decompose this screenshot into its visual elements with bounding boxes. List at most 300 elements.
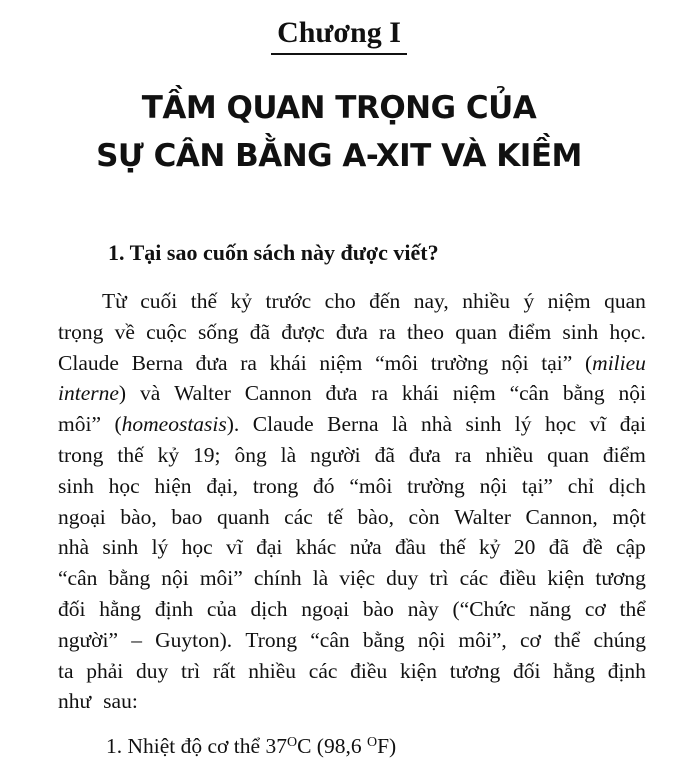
paragraph-word (513, 656, 540, 687)
word-text: đại, (206, 473, 239, 498)
paragraph-word (58, 378, 126, 409)
word-text: khái (401, 381, 439, 406)
paragraph-word (485, 440, 533, 471)
word-text: phải (86, 658, 124, 683)
word-text: Berna (131, 350, 183, 375)
paragraph-word (281, 317, 324, 348)
paragraph-word (554, 625, 580, 656)
word-text: nửa (349, 535, 382, 560)
word-text: nội (479, 473, 508, 498)
word-text: về (114, 319, 135, 344)
word-text: duy (386, 566, 419, 591)
paragraph-word (198, 317, 239, 348)
paragraph-word (526, 502, 598, 533)
body-paragraph (58, 286, 646, 717)
word-text: ( (114, 412, 122, 437)
paragraph-word (325, 286, 356, 317)
paragraph-word (191, 286, 217, 317)
word-text: là (312, 566, 329, 591)
paragraph-word (375, 348, 418, 379)
word-text: thế (439, 535, 466, 560)
word-text: “cân (310, 627, 350, 652)
paragraph-word (248, 656, 296, 687)
italic-term: homeostasis (121, 412, 227, 437)
word-text: trước (265, 289, 312, 313)
paragraph-line (58, 440, 646, 471)
word-text: nhiều (462, 289, 510, 313)
paragraph-word (234, 440, 266, 471)
paragraph-word (109, 471, 140, 502)
paragraph-word (58, 409, 101, 440)
paragraph-word (349, 471, 392, 502)
word-text: vĩ (226, 535, 243, 560)
word-text: ra (379, 319, 396, 344)
paragraph-word (395, 532, 426, 563)
paragraph-word (58, 625, 118, 656)
paragraph-word (465, 409, 501, 440)
paragraph-word (522, 471, 553, 502)
paragraph-word (336, 317, 368, 348)
word-text: quan (547, 442, 589, 467)
word-text: 19; (193, 442, 221, 467)
paragraph-word (117, 440, 143, 471)
paragraph-word (245, 625, 297, 656)
word-text: 20 (513, 535, 536, 560)
word-text: Guyton). (155, 627, 233, 652)
paragraph-word (392, 409, 408, 440)
paragraph-word (499, 563, 536, 594)
paragraph-word (58, 656, 74, 687)
word-text: thế (117, 442, 144, 467)
word-text: cơ (584, 596, 606, 621)
paragraph-word (593, 625, 646, 656)
word-text: lý (514, 412, 532, 437)
word-text: tại” (541, 350, 573, 375)
paragraph-word (327, 502, 343, 533)
word-text: ra (371, 381, 388, 406)
paragraph-word (480, 471, 507, 502)
paragraph-word (58, 563, 97, 594)
word-text: thể (619, 596, 646, 621)
word-text: đại (619, 412, 646, 437)
paragraph-word (319, 348, 362, 379)
word-text: Từ (102, 289, 127, 313)
paragraph-word (450, 656, 501, 687)
paragraph-word (102, 532, 138, 563)
word-text: nhà (58, 535, 90, 560)
word-text: đối (512, 658, 541, 683)
paragraph-word (386, 563, 418, 594)
paragraph-word (529, 594, 571, 625)
word-text: bào, (120, 504, 157, 529)
word-text: hằng (553, 658, 595, 683)
word-text: trường (430, 350, 489, 375)
word-text: tương (595, 566, 646, 591)
paragraph-word (58, 532, 89, 563)
word-text: tương (449, 658, 501, 683)
paragraph-word (120, 502, 156, 533)
paragraph-word (358, 502, 394, 533)
italic-term: milieu (592, 350, 646, 375)
paragraph-line (58, 348, 646, 379)
paragraph-word (350, 532, 382, 563)
word-text: điều (350, 658, 388, 683)
word-text: việc (339, 566, 376, 591)
paragraph-word (520, 625, 541, 656)
paragraph-word (510, 378, 549, 409)
word-text: sinh (102, 535, 139, 560)
word-text: nội (501, 350, 529, 375)
word-text: tế (327, 504, 343, 529)
paragraph-word (226, 532, 243, 563)
paragraph-word (371, 378, 388, 409)
word-text: một (612, 504, 646, 529)
degree-symbol: O (366, 735, 378, 750)
word-text: thế (190, 289, 218, 313)
paragraph-word (501, 348, 528, 379)
paragraph-word (409, 440, 441, 471)
paragraph-word (548, 286, 591, 317)
word-text: “cân (58, 566, 98, 591)
word-text: thể (554, 627, 581, 652)
word-text: dịch (608, 473, 646, 498)
word-text: Berna (327, 412, 379, 437)
word-text: vĩ (589, 412, 607, 437)
word-text: này (407, 596, 439, 621)
word-text: niệm (319, 350, 363, 375)
paragraph-word (140, 286, 177, 317)
paragraph-word (363, 625, 405, 656)
word-text: bằng (362, 627, 405, 652)
word-text: cập (615, 535, 646, 560)
word-text: nhà (420, 412, 453, 437)
paragraph-word (155, 594, 193, 625)
word-text: trì (181, 658, 201, 683)
word-text: đưa (335, 319, 368, 344)
paragraph-word (284, 502, 313, 533)
word-text: của (206, 596, 237, 621)
paragraph-word (181, 656, 200, 687)
paragraph-word (609, 471, 646, 502)
paragraph-word (207, 594, 237, 625)
paragraph-word (171, 502, 202, 533)
paragraph-word (455, 317, 497, 348)
word-text: định (154, 596, 194, 621)
paragraph-line (58, 594, 646, 625)
paragraph-word (313, 471, 335, 502)
word-text: đã (548, 535, 569, 560)
paragraph-word (515, 409, 532, 440)
paragraph-word (131, 625, 142, 656)
paragraph-word (553, 656, 595, 687)
word-text: điều (499, 566, 537, 591)
paragraph-word (200, 563, 243, 594)
paragraph-word (250, 594, 287, 625)
word-text: bằng (108, 566, 151, 591)
paragraph-word (99, 594, 141, 625)
paragraph-word (206, 471, 238, 502)
paragraph-word (429, 563, 448, 594)
paragraph-word (595, 563, 646, 594)
paragraph-word (414, 286, 449, 317)
word-text: Walter (174, 381, 231, 406)
paragraph-word (182, 532, 213, 563)
word-text: ra (454, 442, 472, 467)
paragraph-word (568, 471, 594, 502)
word-text: ngoại (58, 504, 106, 529)
paragraph-word (453, 594, 516, 625)
paragraph-line (58, 286, 646, 317)
word-text: ) (118, 381, 127, 406)
paragraph-word (523, 286, 534, 317)
paragraph-word (379, 317, 396, 348)
word-text: kỷ (157, 442, 180, 467)
paragraph-word (217, 502, 270, 533)
word-text: cho (324, 289, 356, 313)
word-text: quan (455, 319, 497, 344)
word-text: sống (197, 319, 239, 344)
paragraph-word (620, 409, 646, 440)
word-text: ( (585, 350, 593, 375)
paragraph-line (58, 317, 646, 348)
word-text: Cannon, (525, 504, 598, 529)
paragraph-word (608, 656, 646, 687)
paragraph-word (158, 440, 180, 471)
paragraph-word (455, 440, 472, 471)
word-text: trong (58, 442, 104, 467)
paragraph-line (58, 532, 646, 563)
paragraph-word (250, 317, 270, 348)
word-text: điểm (508, 319, 552, 344)
paragraph-word (196, 348, 228, 379)
word-text: chỉ (567, 473, 595, 498)
paragraph-word (146, 317, 187, 348)
word-text: nay, (413, 289, 449, 313)
paragraph-word (400, 656, 437, 687)
paragraph-word (479, 532, 501, 563)
word-text: các (459, 566, 489, 591)
paragraph-word (620, 594, 646, 625)
paragraph-word (547, 440, 589, 471)
paragraph-word (604, 286, 646, 317)
paragraph-word (590, 409, 607, 440)
word-text: Trong (245, 627, 298, 652)
word-text: “môi (349, 473, 393, 498)
word-text: ). (226, 412, 240, 437)
word-text: đại (256, 535, 283, 560)
paragraph-line (58, 502, 646, 533)
word-text: môi”, (458, 627, 507, 652)
paragraph-line (58, 378, 646, 409)
paragraph-word (339, 563, 375, 594)
paragraph-word (174, 378, 231, 409)
list-item-text: C (98,6 (297, 734, 367, 758)
paragraph-word (86, 656, 123, 687)
paragraph-word (310, 625, 349, 656)
word-text: hiện (154, 473, 192, 498)
list-item-text: F) (377, 734, 397, 758)
paragraph-line (58, 409, 646, 440)
paragraph-word (616, 532, 646, 563)
paragraph-word (585, 348, 646, 379)
word-text: niệm (452, 381, 496, 406)
paragraph-line (58, 625, 646, 656)
paragraph-word (245, 378, 312, 409)
paragraph-word (231, 286, 253, 317)
paragraph-word (582, 532, 602, 563)
paragraph-word (58, 348, 119, 379)
word-text: còn (408, 504, 440, 529)
paragraph-word (254, 563, 302, 594)
paragraph-word (114, 409, 239, 440)
word-text: kỷ (230, 289, 253, 313)
paragraph-word (310, 440, 361, 471)
paragraph-word (281, 440, 297, 471)
chapter-label (0, 14, 678, 55)
word-text: trọng (58, 319, 104, 344)
paragraph-word (612, 502, 645, 533)
degree-symbol: O (286, 735, 298, 750)
word-text: người” (58, 627, 119, 652)
word-text: nhiều (248, 658, 297, 683)
paragraph-word (270, 348, 307, 379)
paragraph-word (152, 532, 169, 563)
word-text: định (607, 658, 646, 683)
word-text: kiện (547, 566, 585, 591)
paragraph-word (102, 286, 127, 317)
paragraph-word (514, 532, 536, 563)
paragraph-word (454, 502, 511, 533)
word-text: Claude (252, 412, 314, 437)
paragraph-word (431, 348, 489, 379)
word-text: dịch (250, 596, 288, 621)
word-text: trường (407, 473, 465, 498)
chapter-label-text: Chương I (271, 14, 407, 55)
paragraph-word (453, 378, 496, 409)
paragraph-word (375, 440, 395, 471)
paragraph-word (545, 409, 576, 440)
paragraph-word (253, 409, 314, 440)
paragraph-word (363, 594, 394, 625)
paragraph-word (508, 317, 551, 348)
word-text: điểm (602, 442, 646, 467)
paragraph-word (140, 378, 160, 409)
word-text: kiện (399, 658, 437, 683)
word-text: đó (313, 473, 335, 498)
paragraph-word (58, 317, 103, 348)
paragraph-word (58, 471, 94, 502)
word-text: đến (369, 289, 401, 313)
word-text: duy (136, 658, 169, 683)
word-text: đã (249, 319, 271, 344)
paragraph-word (155, 471, 192, 502)
paragraph-word (603, 440, 646, 471)
paragraph-word (547, 563, 584, 594)
word-text: nội (417, 627, 446, 652)
chapter-title-line-2: SỰ CÂN BẰNG A-XIT VÀ KIỀM (96, 138, 582, 174)
paragraph-word (585, 594, 606, 625)
word-text: là (391, 412, 408, 437)
word-text: được (281, 319, 325, 344)
paragraph-word (58, 686, 97, 717)
word-text: đưa (325, 381, 358, 406)
word-text: môi” (199, 566, 243, 591)
word-text: Walter (454, 504, 511, 529)
chapter-title (0, 84, 678, 180)
paragraph-word (161, 563, 188, 594)
word-text: học (108, 473, 140, 498)
word-text: sinh (58, 473, 94, 498)
paragraph-word (325, 378, 357, 409)
paragraph-word (301, 594, 349, 625)
word-text: “môi (375, 350, 419, 375)
word-text: – (131, 627, 142, 652)
paragraph-word (327, 409, 378, 440)
word-text: tại” (521, 473, 553, 498)
word-text: bao (171, 504, 203, 529)
word-text: ngoại (301, 596, 350, 621)
word-text: như (58, 689, 92, 714)
word-text: kỷ (479, 535, 501, 560)
section-heading: 1. Tại sao cuốn sách này được viết? (108, 240, 439, 265)
list-item-text: 1. Nhiệt độ cơ thể 37 (106, 734, 287, 758)
word-text: bào (362, 596, 394, 621)
paragraph-word (421, 409, 452, 440)
word-text: quan (604, 289, 646, 313)
italic-term: interne (58, 381, 119, 406)
word-text: các (308, 658, 338, 683)
paragraph-word (439, 532, 465, 563)
paragraph-word (132, 348, 183, 379)
word-text: cuộc (146, 319, 187, 344)
paragraph-word (407, 471, 465, 502)
paragraph-word (58, 502, 106, 533)
paragraph-word (240, 348, 257, 379)
paragraph-word (563, 378, 605, 409)
word-text: đầu (394, 535, 427, 560)
word-text: khác (295, 535, 337, 560)
word-text: ta (58, 658, 74, 683)
word-text: cuối (140, 289, 178, 313)
word-text: sinh (465, 412, 502, 437)
paragraph-word (193, 440, 220, 471)
word-text: (“Chức (452, 596, 516, 621)
paragraph-line (58, 563, 646, 594)
word-text: Cannon (244, 381, 312, 406)
word-text: lý (151, 535, 169, 560)
word-text: khái (269, 350, 307, 375)
paragraph-word (253, 471, 298, 502)
paragraph-word (256, 532, 282, 563)
word-text: môi” (58, 412, 101, 437)
paragraph-word (313, 563, 329, 594)
word-text: đưa (195, 350, 228, 375)
word-text: học (181, 535, 213, 560)
paragraph-word (115, 317, 135, 348)
word-text: trong (252, 473, 299, 498)
word-text: nội (161, 566, 189, 591)
paragraph-word (108, 563, 150, 594)
paragraph-word (462, 286, 510, 317)
paragraph-word (408, 594, 439, 625)
paragraph-word (562, 317, 598, 348)
word-text: theo (406, 319, 444, 344)
word-text: rất (212, 658, 236, 683)
paragraph-word (418, 625, 445, 656)
word-text: đề (582, 535, 603, 560)
paragraph-word (309, 656, 338, 687)
word-text: bằng (562, 381, 605, 406)
